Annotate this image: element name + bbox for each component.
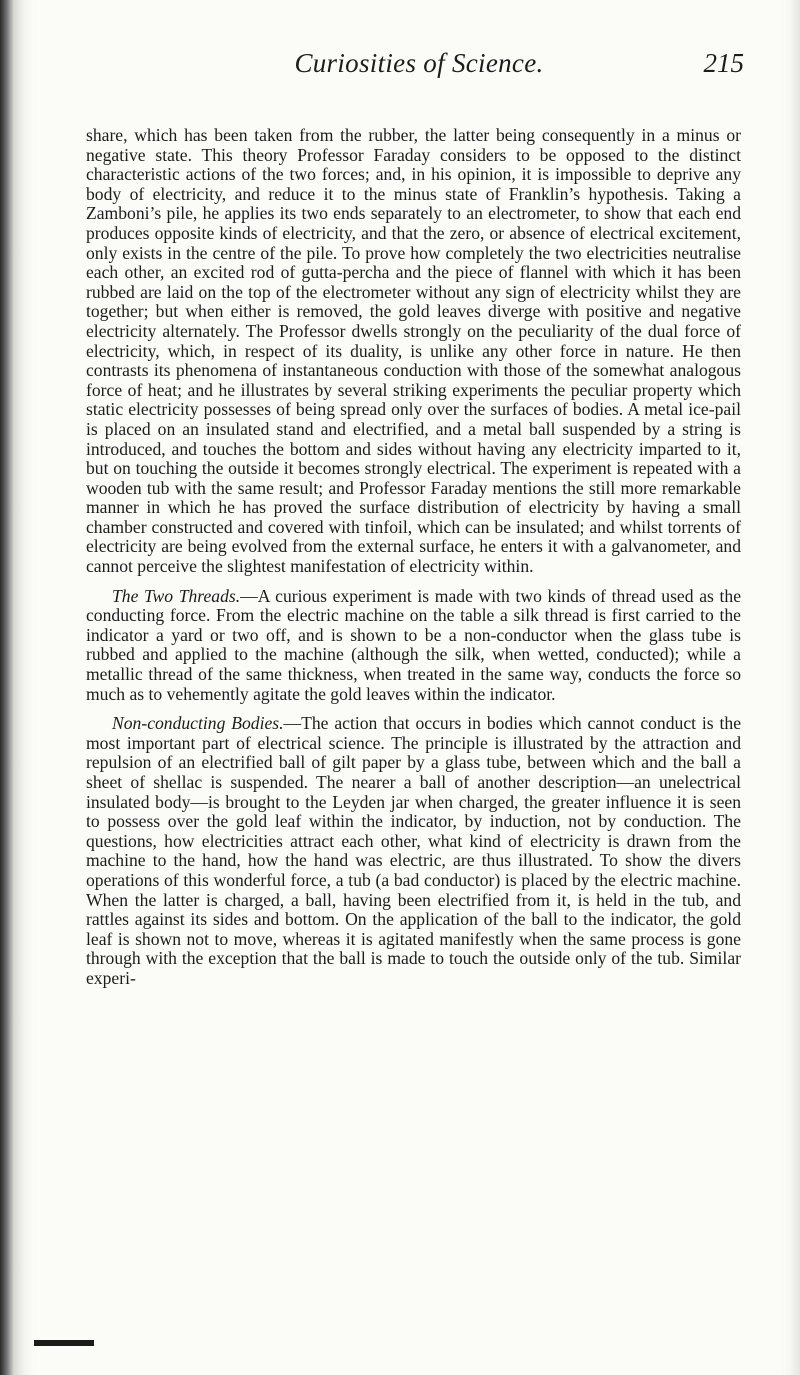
body-text [86, 126, 741, 989]
paragraph-text: —The action that occurs in bodies which cannot conduct is the most important part of electrical science. The principle is illustrated by the attraction and repulsion of an electrified ball of gilt paper by a glass tube, between which and the ball a sheet of shellac is suspended. The nearer a ball of another description—an unelectrical insulated body—is brought to the Leyden jar when charged, the greater influence it is seen to possess over the gold leaf within the indicator, by induction, not by conduction. The questions, how electricities attract each other, what kind of electricity is drawn from the machine to the hand, how the hand was electric, are thus illustrated. To show the divers operations of this wonderful force, a tub (a bad conductor) is placed by the electric machine. When the latter is charged, a ball, having been electrified from it, is held in the tub, and rattles against its sides and bottom. On the application of the ball to the indicator, the gold leaf is shown not to move, whereas it is agitated manifestly when the same process is gone through with the exception that the ball is made to touch the outside only of the tub. Similar experi- [86, 713, 741, 988]
page-edge-shadow [782, 0, 800, 1375]
paragraph-text: —A curious experiment is made with two kinds of thread used as the conducting force. From the electric machine on the table a silk thread is first carried to the indicator a yard or two off, and is shown to be a non-conductor when the glass tube is rubbed and applied to the machine (although the silk, when wetted, conducted); while a metallic thread of the same thickness, when treated in the same way, conducts the force so much as to vehemently agitate the gold leaves within the indicator. [86, 585, 742, 704]
paragraph-text: share, which has been taken from the rubber, the latter being consequently in a minus or negative state. This theory Professor Faraday considers to be opposed to the distinct characteristic actions of the two forces; and, in his opinion, it is impossible to deprive any body of electricity, and reduce it to the minus state of Franklin’s hypothesis. Taking a Zamboni’s pile, he applies its two ends separately to an electrometer, to show that each end produces opposite kinds of electricity, and that the zero, or absence of electrical excitement, only exists in the centre of the pile. To prove how completely the two electricities neutralise each other, an excited rod of gutta-percha and the piece of flannel with which it has been rubbed are laid on the top of the electrometer without any sign of electricity whilst they are together; but when either is removed, the gold leaves diverge with positive and negative electricity alternately. The Professor dwells strongly on the peculiarity of the dual force of electricity, which, in respect of its duality, is unlike any other force in nature. He then contrasts its phenomena of instantaneous conduction with those of the somewhat analogous force of heat; and he illustrates by several striking experiments the peculiar property which static electricity possesses of being spread only over the surfaces of bodies. A metal ice-pail is placed on an insulated stand and electrified, and a metal ball suspended by a string is introduced, and touches the bottom and sides without having any electricity imparted to it, but on touching the outside it becomes strongly electrical. The experiment is repeated with a wooden tub with the same result; and Professor Faraday mentions the still more remarkable manner in which he has proved the surface distribution of electricity by having a small chamber constructed and covered with tinfoil, which can be insulated; and whilst torrents of electricity are being evolved from the external surface, he enters it with a galvanometer, and cannot perceive the slightest manifestation of electricity within. [86, 125, 741, 577]
section-heading: The Two Threads. [112, 585, 241, 606]
page-header [94, 48, 744, 88]
paragraph [86, 587, 741, 705]
paragraph [86, 714, 741, 988]
running-head: Curiosities of Science. [294, 48, 544, 78]
page-binding-shadow [0, 0, 34, 1375]
scan-edge-mark [34, 1340, 94, 1346]
page-number: 215 [703, 48, 744, 78]
paragraph [86, 126, 741, 577]
section-heading: Non-conducting Bodies. [112, 713, 284, 734]
